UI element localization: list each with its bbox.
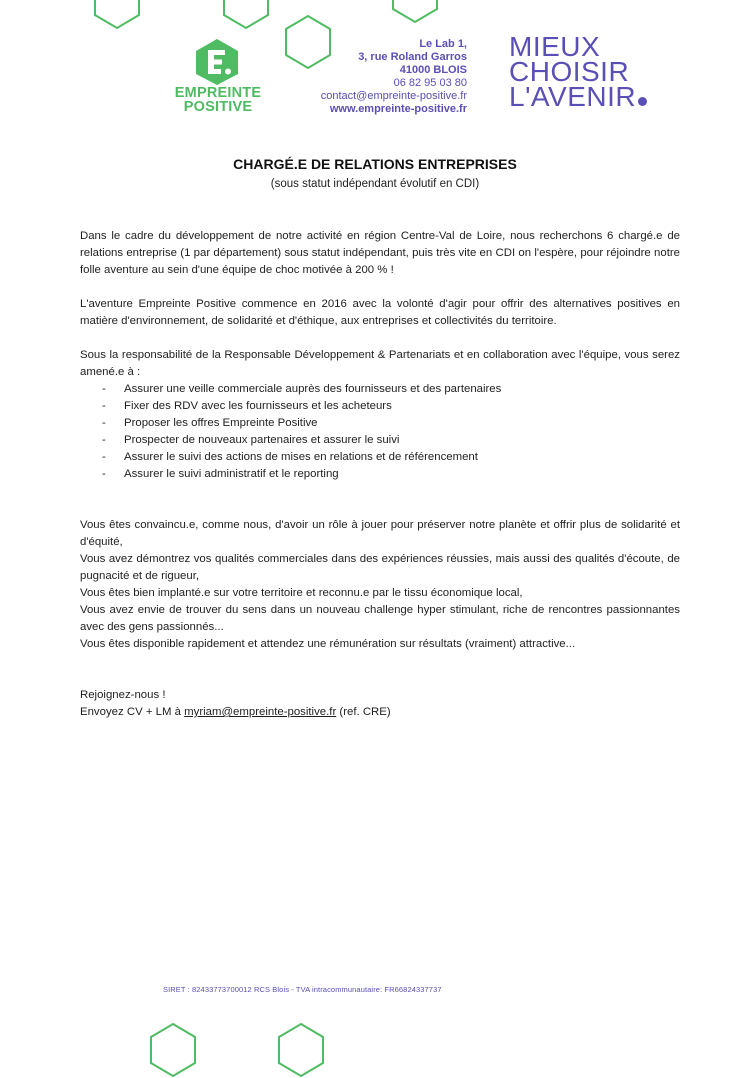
hexagon-decoration-bottom-1	[148, 1022, 198, 1078]
job-title: CHARGÉ.E DE RELATIONS ENTREPRISES	[233, 156, 517, 172]
apply-prefix: Envoyez CV + LM à	[80, 706, 185, 718]
hexagon-decoration-top-2	[221, 0, 271, 30]
hexagon-decoration-top-4	[390, 0, 440, 24]
hexagon-decoration-top-1	[92, 0, 142, 30]
history-paragraph: L'aventure Empreinte Positive commence en 2016 avec la volonté d'agir pour offrir des alternatives positives en matière d'environnement, de solidarité et d'éthique, aux entreprises et collectivités du territoire.	[80, 298, 680, 327]
profile-line: Vous êtes disponible rapidement et attendez une rémunération sur résultats (vraiment) attractive...	[80, 638, 576, 650]
logo-line-1: EMPREINTE	[174, 85, 262, 101]
logo-wordmark	[163, 86, 273, 114]
job-subtitle: (sous statut indépendant évolutif en CDI)	[270, 178, 480, 190]
empreinte-positive-logo-icon	[193, 38, 241, 86]
phone-number: 06 82 95 03 80	[393, 77, 467, 89]
footer-legal: SIRET : 82433773700012 RCS Blois - TVA intracommunautaire: FR66824337737	[163, 985, 442, 994]
apply-line	[80, 704, 680, 721]
profile-line: Vous êtes convaincu.e, comme nous, d'avoir un rôle à jouer pour préserver notre planète et offrir plus de solidarité et d'équité,	[80, 519, 680, 548]
profile-line: Vous êtes bien implanté.e sur votre territoire et reconnu.e par le tissu économique local,	[80, 587, 523, 599]
task-item: - Fixer des RDV avec les fournisseurs et les acheteurs	[80, 398, 680, 415]
slogan-line-3: L'AVENIR	[509, 81, 637, 112]
task-item: - Proposer les offres Empreinte Positive	[80, 415, 680, 432]
contact-email: contact@empreinte-positive.fr	[320, 90, 467, 102]
website: www.empreinte-positive.fr	[329, 103, 467, 115]
task-item: - Assurer le suivi des actions de mises en relations et de référencement	[80, 449, 680, 466]
slogan-line-1: MIEUX	[509, 31, 601, 62]
slogan-line-2: CHOISIR	[509, 56, 630, 87]
address-city: 41000 BLOIS	[399, 64, 467, 76]
slogan	[509, 31, 647, 112]
task-item: - Prospecter de nouveaux partenaires et assurer le suivi	[80, 432, 680, 449]
intro-paragraph: Dans le cadre du développement de notre activité en région Centre-Val de Loire, nous recherchons 6 chargé.e de relations entreprise (1 par département) sous statut indépendant, puis très vite en CDI on l'espère, pour réjoindre notre folle aventure au sein d'une équipe de choc motivée à 200 % !	[80, 230, 680, 276]
call-to-action: Rejoignez-nous !	[80, 689, 166, 701]
task-item: - Assurer le suivi administratif et le reporting	[80, 466, 680, 483]
hexagon-decoration-bottom-2	[276, 1022, 326, 1078]
responsibility-paragraph: Sous la responsabilité de la Responsable Développement & Partenariats et en collaboration avec l'équipe, vous serez amené.e à :	[80, 349, 680, 378]
address-street: 3, rue Roland Garros	[358, 51, 467, 63]
apply-suffix: (ref. CRE)	[336, 706, 391, 718]
task-item: - Assurer une veille commerciale auprès des fournisseurs et des partenaires	[80, 381, 680, 398]
slogan-dot-icon	[638, 97, 647, 106]
document-body	[80, 228, 680, 721]
task-list	[80, 381, 680, 483]
address-block	[282, 38, 467, 116]
address-name: Le Lab 1,	[419, 38, 467, 50]
logo-line-2: POSITIVE	[183, 99, 253, 115]
apply-email-link[interactable]: myriam@empreinte-positive.fr	[184, 706, 337, 718]
profile-line: Vous avez démontrez vos qualités commerciales dans des expériences réussies, mais aussi des qualités d'écoute, de pugnacité et de rigueur,	[80, 553, 680, 582]
profile-line: Vous avez envie de trouver du sens dans un nouveau challenge hyper stimulant, riche de rencontres passionnantes avec des gens passionnés...	[80, 604, 680, 633]
